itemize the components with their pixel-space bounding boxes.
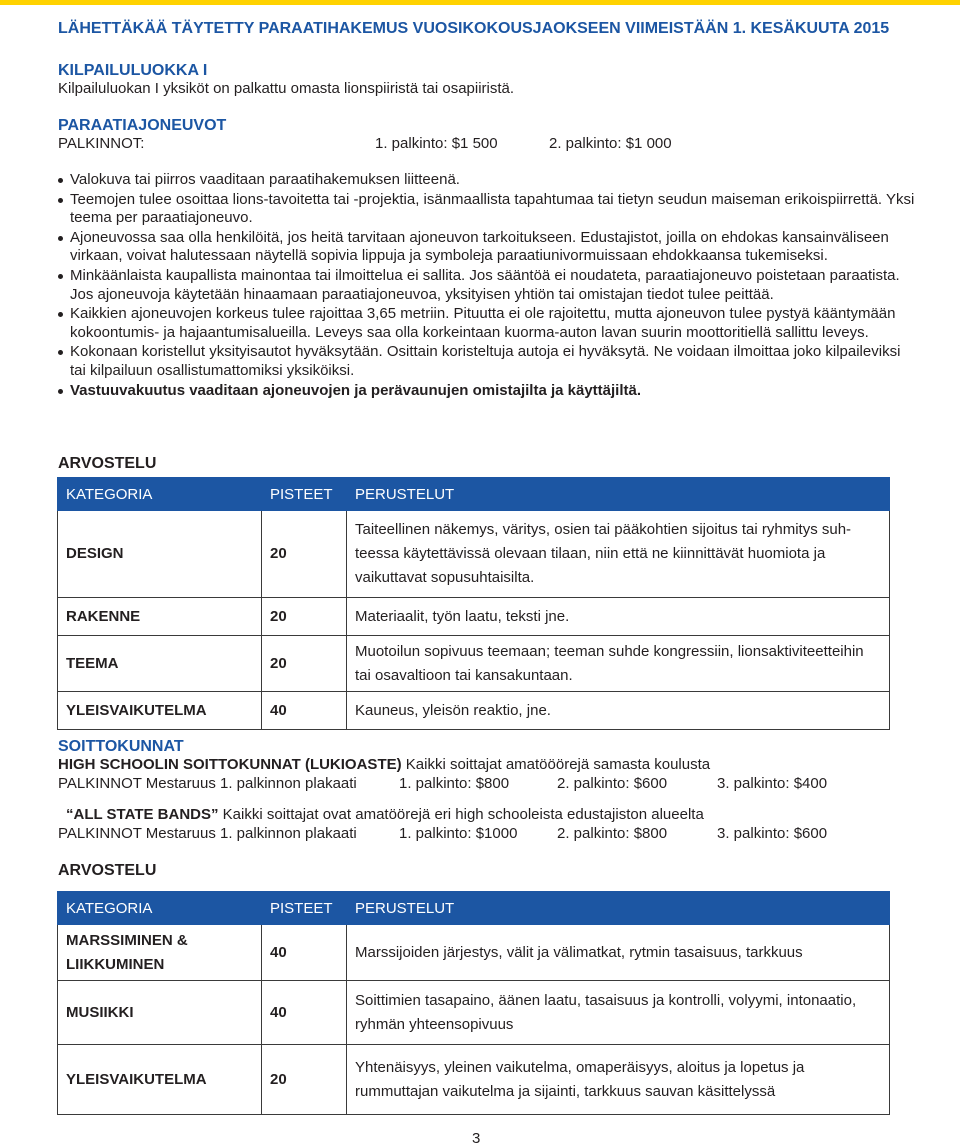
category-cell: YLEISVAIKUTELMA (58, 1045, 262, 1115)
parade-vehicles-title: PARAATIAJONEUVOT (58, 117, 227, 134)
header-rationale: PERUSTELUT (347, 892, 890, 925)
vehicle-rules-list (58, 171, 918, 401)
header-category: KATEGORIA (58, 478, 262, 511)
page-number: 3 (472, 1130, 481, 1147)
table-row (58, 1045, 890, 1115)
rule-item: Ajoneuvossa saa olla henkilöitä, jos heitä tarvitaan ajoneuvon tarkoitukseen. Edustajistot, joilla on ehdokas kansainväliseen virkaan, voivat halutessaan näytellä sopivia lippuja ja symboleja paraatiunivormuissaan ehdokkaansa tukemiseksi. (58, 229, 918, 266)
table-row (58, 981, 890, 1045)
table-row (58, 925, 890, 981)
category-cell: YLEISVAIKUTELMA (58, 692, 262, 730)
category-cell: RAKENNE (58, 598, 262, 636)
rationale-cell: Muotoilun sopivuus teemaan; teeman suhde kongressiin, lionsaktiviteetteihin tai osavaltioon tai kansakuntaan. (347, 636, 890, 692)
class-one-title: KILPAILULUOKKA I (58, 62, 208, 79)
judging-title-1: ARVOSTELU (58, 455, 157, 472)
category-cell: TEEMA (58, 636, 262, 692)
rule-item: Kokonaan koristellut yksityisautot hyväksytään. Osittain koristeltuja autoja ei hyväksytä. Ne voidaan ilmoittaa joko kilpaileviksi tai kilpailuun osallistumattomiksi yksiköiksi. (58, 343, 918, 380)
rationale-cell: Marssijoiden järjestys, välit ja välimatkat, rytmin tasaisuus, tarkkuus (347, 925, 890, 981)
rule-item: Teemojen tulee osoittaa lions-tavoitetta tai -projektia, isänmaallista tapahtumaa tai tietyn seudun maiseman erikoispiirrettä. Yksi teema per paraatiajoneuvo. (58, 191, 918, 228)
rationale-cell: Taiteellinen näkemys, väritys, osien tai pääkohtien sijoitus tai ryhmitys suh-teessa käytettävissä olevaan tilaan, niin että ne kiinnittävät huomiota ja vaikuttavat sopusuhtaisilta. (347, 511, 890, 598)
rule-item-insurance: Vastuuvakuutus vaaditaan ajoneuvojen ja perävaunujen omistajilta ja käyttäjiltä. (58, 382, 918, 401)
vehicle-prize-2: 2. palkinto: $1 000 (549, 135, 672, 152)
all-state-band-line (66, 806, 704, 824)
all-state-band-name: “ALL STATE BANDS” (66, 806, 219, 823)
points-cell: 20 (262, 598, 347, 636)
judging-table-bands (57, 891, 890, 1115)
as-prize-2: 2. palkinto: $800 (557, 825, 668, 842)
rationale-cell: Materiaalit, työn laatu, teksti jne. (347, 598, 890, 636)
rule-item: Minkäänlaista kaupallista mainontaa tai ilmoittelua ei sallita. Jos sääntöä ei noudateta, paraatiajoneuvo poistetaan paraatista. Jos ajoneuvoja käytetään hinaamaan paraatiajoneuvoa, yksityisen yhtiön tai omistajan tiedot tulee peittää. (58, 267, 918, 304)
points-cell: 20 (262, 636, 347, 692)
points-cell: 20 (262, 1045, 347, 1115)
hs-band-line (58, 756, 710, 774)
judging-table-vehicles (57, 477, 890, 730)
header-rationale: PERUSTELUT (347, 478, 890, 511)
points-cell: 40 (262, 692, 347, 730)
points-cell: 40 (262, 925, 347, 981)
table-row (58, 598, 890, 636)
header-points: PISTEET (262, 478, 347, 511)
rationale-cell: Kauneus, yleisön reaktio, jne. (347, 692, 890, 730)
points-cell: 40 (262, 981, 347, 1045)
prizes-label: PALKINNOT: (58, 135, 145, 152)
table-header-row (58, 478, 890, 511)
hs-prizes-label: PALKINNOT Mestaruus 1. palkinnon plakaati (58, 775, 357, 792)
table-row (58, 511, 890, 598)
as-prize-1: 1. palkinto: $1000 (399, 825, 518, 842)
vehicle-prize-1: 1. palkinto: $1 500 (375, 135, 498, 152)
category-cell: MUSIIKKI (58, 981, 262, 1045)
rule-item: Valokuva tai piirros vaaditaan paraatihakemuksen liitteenä. (58, 171, 918, 190)
header-category: KATEGORIA (58, 892, 262, 925)
bands-title: SOITTOKUNNAT (58, 738, 184, 755)
as-prizes-label: PALKINNOT Mestaruus 1. palkinnon plakaati (58, 825, 357, 842)
rule-item: Kaikkien ajoneuvojen korkeus tulee rajoittaa 3,65 metriin. Pituutta ei ole rajoitettu, mutta ajoneuvon tulee pystyä kääntymään kokoontumis- ja hajaantumisalueilla. Leveys saa olla korkeintaan kuorma-auton lavan suurin moottoritiellä sallittu leveys. (58, 305, 918, 342)
class-one-text: Kilpailuluokan I yksiköt on palkattu omasta lionspiiristä tai osapiiristä. (58, 80, 515, 97)
hs-band-name: HIGH SCHOOLIN SOITTOKUNNAT (LUKIOASTE) (58, 756, 402, 773)
hs-prize-3: 3. palkinto: $400 (717, 775, 828, 792)
top-accent-bar (0, 0, 960, 5)
header-points: PISTEET (262, 892, 347, 925)
category-cell: DESIGN (58, 511, 262, 598)
judging-title-2: ARVOSTELU (58, 862, 157, 879)
rationale-cell: Soittimien tasapaino, äänen laatu, tasaisuus ja kontrolli, volyymi, intonaatio, ryhmän yhteensopivuus (347, 981, 890, 1045)
all-state-band-text: Kaikki soittajat ovat amatöörejä eri high schooleista edustajiston alueelta (218, 806, 704, 823)
as-prize-3: 3. palkinto: $600 (717, 825, 828, 842)
hs-prize-2: 2. palkinto: $600 (557, 775, 668, 792)
category-cell: MARSSIMINEN & LIIKKUMINEN (58, 925, 262, 981)
table-header-row (58, 892, 890, 925)
hs-band-text: Kaikki soittajat amatööörejä samasta koulusta (401, 756, 711, 773)
hs-prize-1: 1. palkinto: $800 (399, 775, 510, 792)
rationale-cell: Yhtenäisyys, yleinen vaikutelma, omaperäisyys, aloitus ja lopetus ja rummuttajan vaikutelma ja sijainti, tarkkuus sauvan käsittelyssä (347, 1045, 890, 1115)
points-cell: 20 (262, 511, 347, 598)
table-row (58, 636, 890, 692)
table-row (58, 692, 890, 730)
deadline-heading: LÄHETTÄKÄÄ TÄYTETTY PARAATIHAKEMUS VUOSIKOKOUSJAOKSEEN VIIMEISTÄÄN 1. KESÄKUUTA 2015 (58, 20, 890, 37)
